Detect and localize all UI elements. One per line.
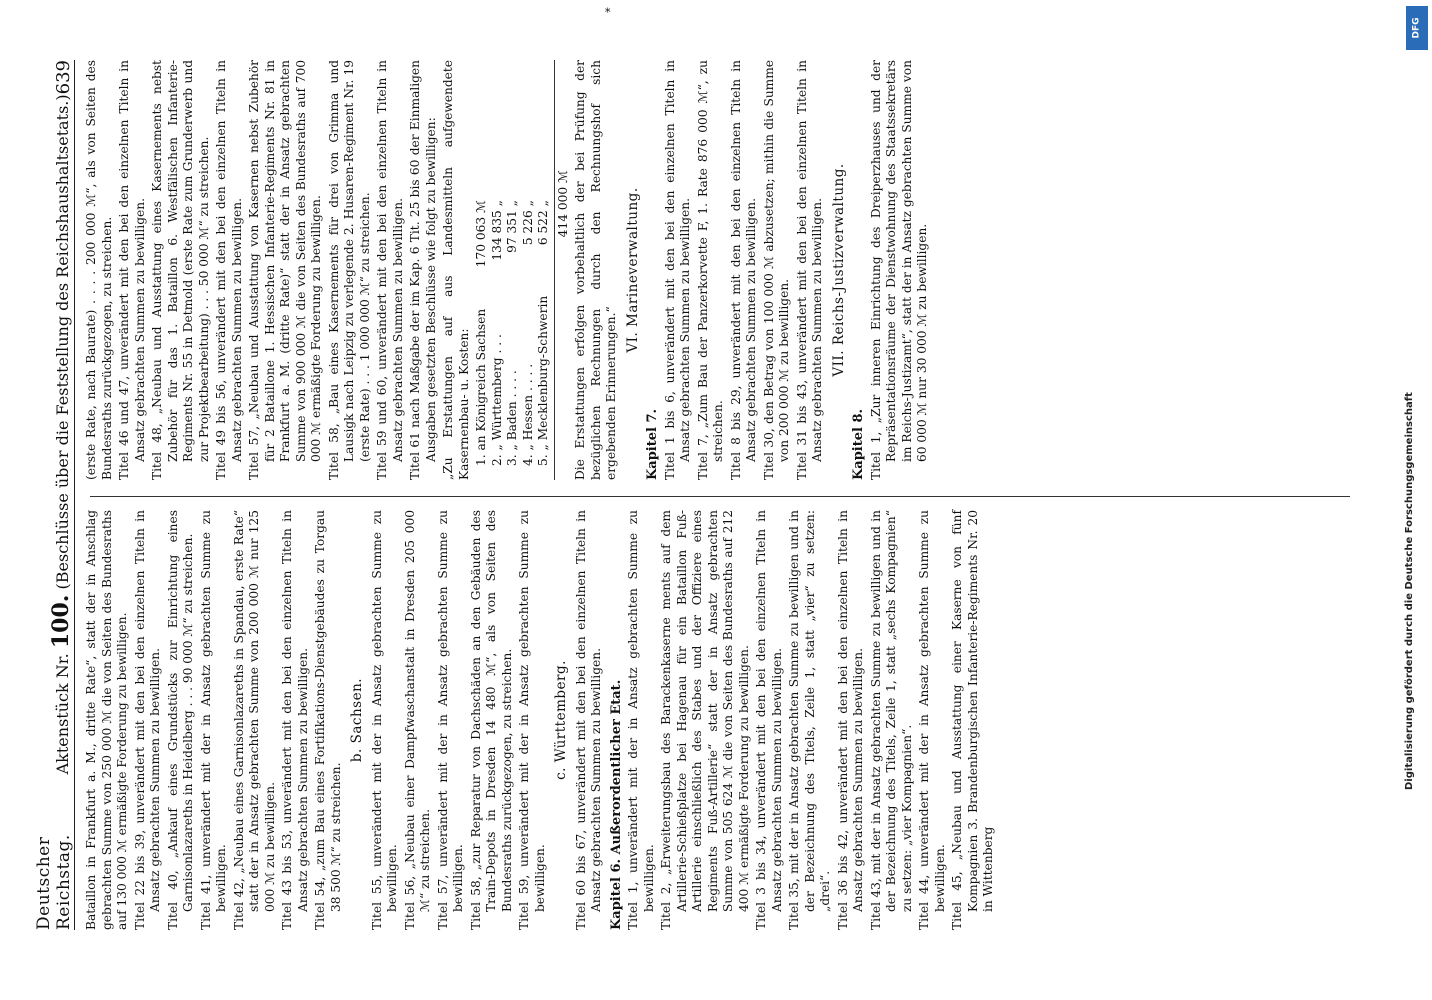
titel-paragraph: Titel 58, „zur Reparatur von Dachschäden an den Gebäuden des Train-Depots in Dresden 14 480 ℳ“, als von Seiten des Bundesraths zurückgezogen, zu streichen. xyxy=(468,510,514,930)
digitization-sidebar xyxy=(1402,0,1432,1000)
titel-paragraph: Titel 58, „Bau eines Kasernements für drei von Grimma und Lausigk nach Leipzig zu verlegende 2. Husaren-Regiment Nr. 19 (erste Rate) . . . 1 000 000 ℳ“ zu streichen. xyxy=(326,60,372,480)
titel-paragraph: Titel 46 und 47, unverändert mit den bei den einzelnen Titeln in Ansatz gebrachten Summen zu bewilligen. xyxy=(117,60,147,480)
body-paragraph: (erste Rate, nach Baurate) . . . . 200 000 ℳ“, als von Seiten des Bundesraths zurückgezogen, zu streichen. xyxy=(84,60,114,480)
amount-list-row xyxy=(474,60,490,466)
body-paragraph: „Zu Erstattungen auf aus Landesmitteln aufgewendete Kasernenbau- u. Kosten: xyxy=(441,60,471,480)
document-subject: (Beschlüsse über die Feststellung des Reichshaushaltsetats.) xyxy=(53,94,72,590)
amount-value: 170 063 ℳ xyxy=(474,200,488,268)
titel-paragraph: Titel 22 bis 39, unverändert mit den bei den einzelnen Titeln in Ansatz gebrachten Summen zu bewilligen. xyxy=(132,510,162,930)
titel-paragraph: Titel 7, „Zum Bau der Panzerkorvette F, 1. Rate 876 000 ℳ“, zu streichen. xyxy=(695,60,725,480)
titel-paragraph: Titel 3 bis 34, unverändert mit den bei den einzelnen Titeln in Ansatz gebrachten Summen zu bewilligen. xyxy=(754,510,784,930)
column-divider xyxy=(90,496,1350,497)
amount-list-row xyxy=(505,60,521,466)
titel-paragraph: Titel 35, mit der in Ansatz gebrachten Summe zu bewilligen und in der Bezeichnung des Titels, Zeile 1, statt „vier“ zu setzen: „drei“. xyxy=(787,510,832,930)
amount-label: 2. „ Württemberg . . . xyxy=(489,334,504,466)
titel-paragraph: Titel 40, „Ankauf eines Grundstücks zur Einrichtung eines Garnisonlazareths in Heidelberg . . . 90 000 ℳ“ zu streichen. xyxy=(165,510,195,930)
funding-credit: Digitalisierung gefördert durch die Deutsche Forschungsgemeinschaft xyxy=(1404,392,1415,790)
page-number: 639 xyxy=(53,60,74,95)
amount-list xyxy=(474,60,552,480)
kapitel-heading: Kapitel 8. xyxy=(851,408,866,480)
titel-paragraph: Titel 48, „Neubau und Ausstattung eines Kasernements nebst Zubehör für das 1. Bataillon 6. Westfälischen Infanterie-Regiments Nr. 55 in Detmold (erste Rate zum Grunderwerb und zur Projektbearbeitung) . . . 50 000 ℳ“ zu streichen. xyxy=(150,60,211,480)
amount-value: 134 835 „ xyxy=(489,200,504,261)
body-paragraph: Bataillon in Frankfurt a. M., dritte Rate“, statt der in Anschlag gebrachten Summe von 250 000 ℳ die von Seiten des Bundesraths auf 130 000 ℳ ermäßigte Forderung zu bewilligen. xyxy=(84,510,129,930)
titel-paragraph: Titel 1 bis 6, unverändert mit den bei den einzelnen Titeln in Ansatz gebrachten Summen zu bewilligen. xyxy=(662,60,692,480)
titel-paragraph: Titel 57, unverändert mit der in Ansatz gebrachten Summe zu bewilligen. xyxy=(435,510,465,930)
titel-paragraph: Titel 2, „Erweiterungsbau des Barackenkaserne ments auf dem Artillerie-Schießplatze bei Hagenau für ein Bataillon Fuß-Artillerie einschließlich des Stabes und der Offiziere eines Regiments Fuß-Artillerie“ statt der in Ansatz gebrachten Summe von 505 624 ℳ die von Seiten des Bundesraths auf 212 400 ℳ ermäßigte Forderung zu bewilligen. xyxy=(659,510,751,930)
titel-paragraph: Titel 49 bis 56, unverändert mit den bei den einzelnen Titeln in Ansatz gebrachten Summen zu bewilligen. xyxy=(214,60,244,480)
titel-paragraph: Titel 43 bis 53, unverändert mit den bei den einzelnen Titeln in Ansatz gebrachten Summen zu bewilligen. xyxy=(280,510,310,930)
titel-paragraph: Titel 1, „Zur inneren Einrichtung des Dreiperzhauses und der Repräsentationsräume der Dienstwohnung des Staatssekretärs im Reichs-Justizamt“, statt der in Ansatz gebrachten Summe von 60 000 ℳ nur 30 000 ℳ zu bewilligen. xyxy=(868,60,929,480)
titel-paragraph: Titel 57, „Neubau und Ausstattung von Kasernen nebst Zubehör für 2 Bataillone 1. Hessischen Infanterie-Regiments Nr. 81 in Frankfurt a. M. (dritte Rate)“ statt der in Ansatz gebrachten Summe von 900 000 ℳ die von Seiten des Bundesraths auf 700 000 ℳ ermäßigte Forderung zu bewilligen. xyxy=(247,60,323,480)
amount-value: 5 226 „ xyxy=(520,200,535,246)
amount-label: 4. „ Hessen . . . . xyxy=(520,363,535,466)
titel-paragraph: Titel 59, unverändert mit der in Ansatz gebrachten Summe zu bewilligen. xyxy=(517,510,547,930)
aktenstueck-label: Aktenstück Nr. xyxy=(53,653,72,775)
document-number: 100. xyxy=(48,594,74,649)
titel-paragraph: Titel 42, „Neubau eines Garnisonlazareths in Spandau, erste Rate“ statt der in Ansatz gebrachten Summe von 200 000 ℳ nur 125 000 ℳ zu bewilligen. xyxy=(231,510,277,930)
kapitel-heading: Kapitel 6. Außerordentlicher Etat. xyxy=(608,679,624,930)
section-heading: VI. Marineverwaltung. xyxy=(624,187,641,353)
titel-paragraph: Titel 1, unverändert mit der in Ansatz gebrachten Summe zu bewilligen. xyxy=(626,510,656,930)
titel-paragraph: Titel 56, „Neubau einer Dampfwaschanstalt in Dresden 205 000 ℳ“ zu streichen. xyxy=(402,510,432,930)
titel-paragraph: Titel 60 bis 67, unverändert mit den bei den einzelnen Titeln in Ansatz gebrachten Summen zu bewilligen. xyxy=(573,510,603,930)
dfg-logo-icon: DFG xyxy=(1406,6,1428,50)
titel-paragraph: Titel 36 bis 42, unverändert mit den bei den einzelnen Titeln in Ansatz gebrachten Summen zu bewilligen. xyxy=(835,510,865,930)
text-column-left xyxy=(84,510,999,930)
titel-paragraph: Titel 31 bis 43, unverändert mit den bei den einzelnen Titeln in Ansatz gebrachten Summen zu bewilligen. xyxy=(794,60,824,480)
amount-list-row xyxy=(490,60,506,466)
titel-paragraph: Titel 45, „Neubau und Ausstattung einer Kaserne von fünf Kompagnien 3. Brandenburgischen Infanterie-Regiments Nr. 20 in Wittenberg xyxy=(950,510,995,930)
publication-name: Deutscher Reichstag. xyxy=(34,834,74,930)
amount-label: 1. an Königreich Sachsen xyxy=(474,308,488,466)
titel-paragraph: Titel 8 bis 29, unverändert mit den bei den einzelnen Titeln in Ansatz gebrachten Summen zu bewilligen. xyxy=(728,60,758,480)
amount-value: 6 522 „ xyxy=(536,200,550,246)
titel-paragraph: Titel 30, den Betrag von 100 000 ℳ abzusetzen; mithin die Summe von 200 000 ℳ zu bewilligen. xyxy=(761,60,791,480)
sum-total: 414 000 ℳ xyxy=(554,60,572,480)
titel-paragraph: Titel 55, unverändert mit der in Ansatz gebrachten Summe zu bewilligen. xyxy=(369,510,399,930)
titel-paragraph: Titel 44, unverändert mit der in Ansatz gebrachten Summe zu bewilligen. xyxy=(917,510,947,930)
section-heading: c. Württemberg. xyxy=(553,660,569,780)
running-header xyxy=(22,60,75,930)
titel-paragraph: Titel 43, mit der in Ansatz gebrachten Summe zu bewilligen und in der Bezeichnung des Titels, Zeile 1, statt „sechs Kompagnien“ zu setzen: „vier Kompagnien“. xyxy=(868,510,914,930)
titel-paragraph: Titel 61 nach Maßgabe der im Kap. 6 Tit. 25 bis 60 der Einmaligen Ausgaben gesetzten Beschlüsse wie folgt zu bewilligen: xyxy=(408,60,438,480)
kapitel-heading: Kapitel 7. xyxy=(645,408,660,480)
amount-list-row xyxy=(521,60,537,466)
section-heading: b. Sachsen. xyxy=(349,677,365,763)
body-paragraph: Die Erstattungen erfolgen vorbehaltlich der bei Prüfung der bezüglichen Rechnungen durch den Rechnungshof sich ergebenden Erinnerungen.“ xyxy=(573,60,618,480)
titel-paragraph: Titel 59 und 60, unverändert mit den bei den einzelnen Titeln in Ansatz gebrachten Summen zu bewilligen. xyxy=(375,60,405,480)
header-center xyxy=(48,94,74,774)
titel-paragraph: Titel 41, unverändert mit der in Ansatz gebrachten Summe zu bewilligen. xyxy=(198,510,228,930)
amount-value: 97 351 „ xyxy=(505,200,519,253)
section-heading: VII. Reichs-Justizverwaltung. xyxy=(830,163,847,377)
amount-label: 5. „ Mecklenburg-Schwerin xyxy=(536,295,550,466)
text-column-right xyxy=(84,60,933,480)
ink-mark: * xyxy=(605,6,611,19)
titel-paragraph: Titel 54, „zum Bau eines Fortifikations-Dienstgebäudes zu Torgau 38 500 ℳ“ zu streichen. xyxy=(313,510,343,930)
amount-list-row xyxy=(536,60,552,466)
amount-label: 3. „ Baden . . . . xyxy=(505,370,519,466)
